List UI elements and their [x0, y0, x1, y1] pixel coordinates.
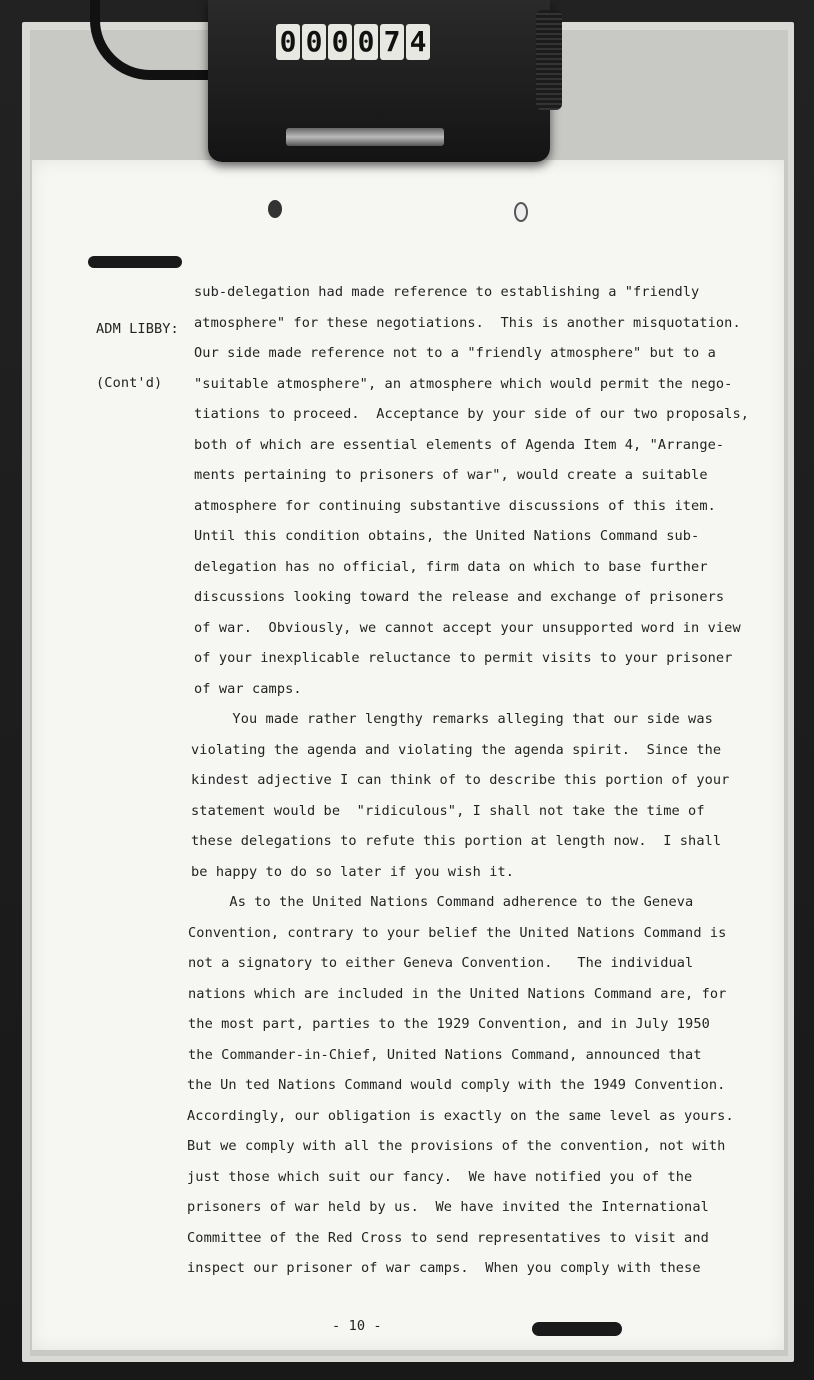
body-line: discussions looking toward the release and exchange of prisoners	[194, 589, 725, 605]
page-number: - 10 -	[332, 1318, 382, 1334]
body-line: violating the agenda and violating the agenda spirit. Since the	[191, 741, 722, 758]
counter-digit: 0	[302, 24, 326, 60]
redaction-bar	[88, 256, 182, 268]
body-line: Committee of the Red Cross to send representatives to visit and	[187, 1229, 709, 1246]
body-line: As to the United Nations Command adherence to the Geneva	[188, 894, 694, 910]
body-line: just those which suit our fancy. We have notified you of the	[187, 1168, 693, 1185]
body-line: atmosphere for continuing substantive discussions of this item.	[194, 497, 716, 514]
body-line: the Commander-in-Chief, United Nations Command, announced that	[188, 1046, 702, 1063]
body-line: But we comply with all the provisions of the convention, not with	[187, 1138, 726, 1154]
counter-digit: 4	[406, 24, 430, 60]
redaction-bar	[532, 1322, 622, 1336]
frame-counter-digits	[276, 24, 430, 60]
body-line: of your inexplicable reluctance to permit visits to your prisoner	[194, 650, 733, 666]
body-line: Convention, contrary to your belief the United Nations Command is	[188, 924, 727, 941]
counter-knob-icon	[536, 10, 562, 110]
body-line: delegation has no official, firm data on which to base further	[194, 558, 708, 575]
punch-hole-icon	[268, 200, 282, 218]
body-line: Our side made reference not to a "friendly atmosphere" but to a	[194, 345, 716, 361]
body-line: ments pertaining to prisoners of war", would create a suitable	[194, 467, 708, 483]
body-line: the Un ted Nations Command would comply with the 1949 Convention.	[187, 1077, 726, 1093]
body-line: these delegations to refute this portion at length now. I shall	[191, 833, 722, 849]
body-line: sub-delegation had made reference to establishing a "friendly	[194, 284, 700, 300]
counter-slot-icon	[286, 128, 444, 146]
body-line: not a signatory to either Geneva Convention. The individual	[188, 955, 694, 971]
body-line: atmosphere" for these negotiations. This is another misquotation.	[194, 314, 741, 331]
counter-digit: 7	[380, 24, 404, 60]
speaker-continued: (Cont'd)	[96, 375, 163, 391]
body-line: kindest adjective I can think of to describe this portion of your	[191, 772, 730, 788]
counter-digit: 0	[276, 24, 300, 60]
punch-hole-icon	[514, 202, 528, 222]
body-line: Until this condition obtains, the United Nations Command sub-	[194, 528, 700, 544]
speaker-label	[96, 284, 179, 428]
counter-digit: 0	[354, 24, 378, 60]
body-line: be happy to do so later if you wish it.	[191, 863, 515, 880]
body-line: inspect our prisoner of war camps. When you comply with these	[187, 1260, 701, 1276]
body-line: of war. Obviously, we cannot accept your unsupported word in view	[194, 619, 741, 636]
body-line: tiations to proceed. Acceptance by your side of our two proposals,	[194, 406, 750, 422]
body-line: prisoners of war held by us. We have invited the International	[187, 1199, 709, 1215]
body-line: statement would be "ridiculous", I shall not take the time of	[191, 802, 705, 819]
body-line: of war camps.	[194, 680, 302, 697]
body-line: both of which are essential elements of Agenda Item 4, "Arrange-	[194, 436, 725, 453]
body-line: "suitable atmosphere", an atmosphere which would permit the nego-	[194, 375, 733, 392]
body-line: Accordingly, our obligation is exactly on the same level as yours.	[187, 1107, 734, 1124]
counter-digit: 0	[328, 24, 352, 60]
body-line: nations which are included in the United Nations Command are, for	[188, 985, 727, 1002]
body-line: the most part, parties to the 1929 Convention, and in July 1950	[188, 1016, 710, 1032]
speaker-name: ADM LIBBY:	[96, 321, 179, 337]
body-line: You made rather lengthy remarks alleging that our side was	[191, 711, 713, 727]
